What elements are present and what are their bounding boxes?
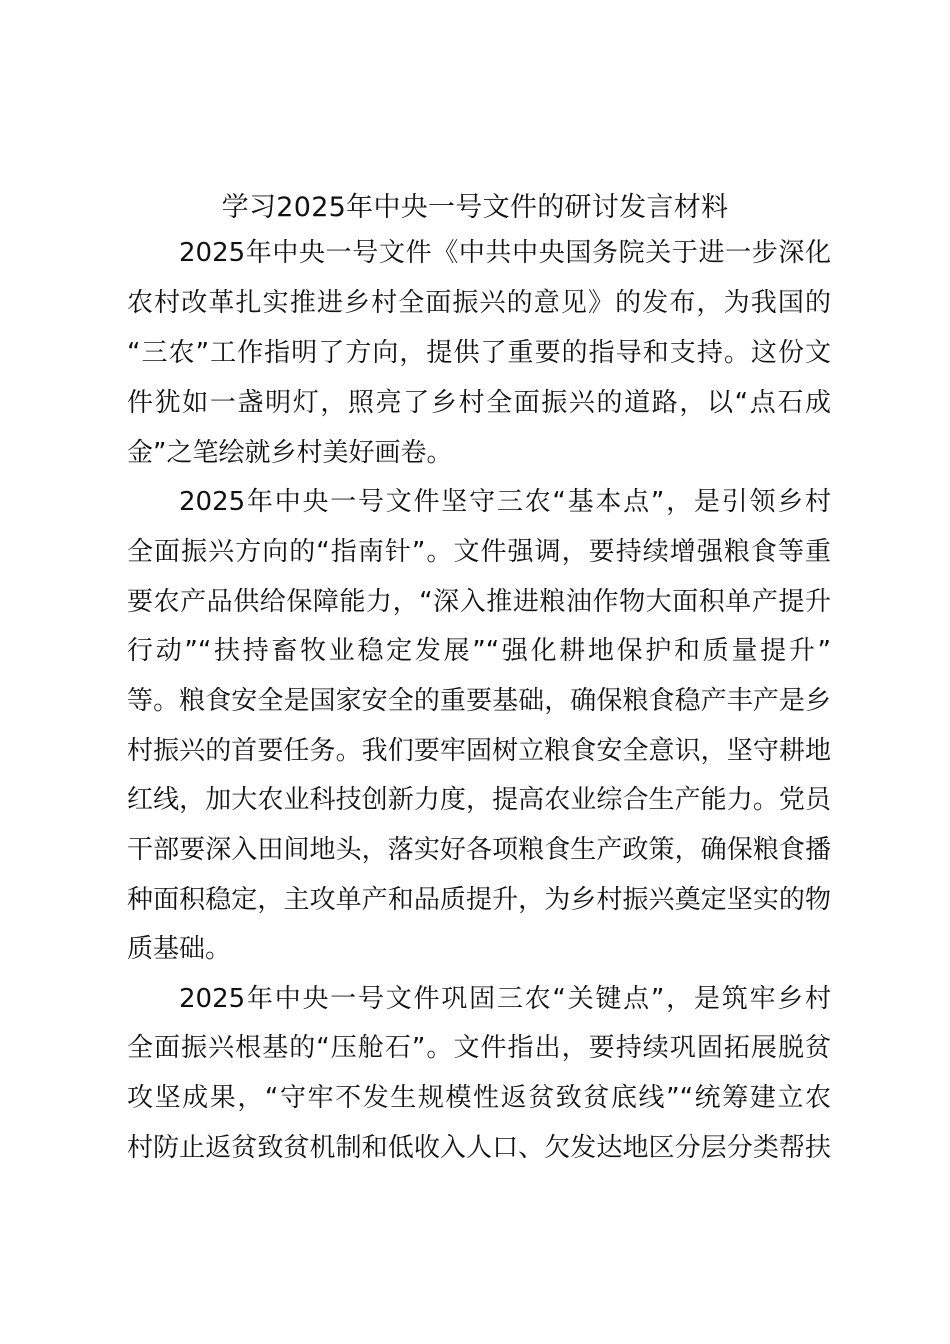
paragraph-2-line-9: 种面积稳定，主攻单产和品质提升，为乡村振兴奠定坚实的物	[127, 885, 831, 915]
paragraph-2-line-7: 红线，加大农业科技创新力度，提高农业综合生产能力。党员	[127, 785, 831, 815]
paragraph-1-line-3: “三农”工作指明了方向，提供了重要的指导和支持。这份文	[127, 338, 831, 368]
paragraph-3-line-2: 全面振兴根基的“压舱石”。文件指出，要持续巩固拓展脱贫	[127, 1033, 831, 1063]
paragraph-2-line-6: 村振兴的首要任务。我们要牢固树立粮食安全意识，坚守耕地	[127, 736, 831, 766]
paragraph-2-line-10: 质基础。	[127, 934, 232, 964]
paragraph-1-line-5: 金”之笔绘就乡村美好画卷。	[127, 438, 453, 468]
paragraph-3-line-3: 攻坚成果，“守牢不发生规模性返贫致贫底线”“统筹建立农	[127, 1083, 831, 1113]
paragraph-2-line-8: 干部要深入田间地头，落实好各项粮食生产政策，确保粮食播	[127, 835, 831, 865]
paragraph-2-line-1: 2025年中央一号文件坚守三农“基本点”，是引领乡村	[179, 487, 831, 517]
document-title: 学习2025年中央一号文件的研讨发言材料	[221, 192, 729, 223]
paragraph-3-line-1: 2025年中央一号文件巩固三农“关键点”，是筑牢乡村	[179, 984, 831, 1014]
paragraph-2-line-3: 要农产品供给保障能力，“深入推进粮油作物大面积单产提升	[127, 587, 831, 617]
paragraph-1-line-4: 件犹如一盏明灯，照亮了乡村全面振兴的道路，以“点石成	[127, 388, 831, 418]
paragraph-1-line-1: 2025年中央一号文件《中共中央国务院关于进一步深化	[179, 238, 831, 268]
paragraph-2-line-2: 全面振兴方向的“指南针”。文件强调，要持续增强粮食等重	[127, 537, 831, 567]
paragraph-2-line-4: 行动”“扶持畜牧业稳定发展”“强化耕地保护和质量提升”	[127, 636, 831, 666]
paragraph-2-line-5: 等。粮食安全是国家安全的重要基础，确保粮食稳产丰产是乡	[127, 686, 831, 716]
paragraph-3-line-4: 村防止返贫致贫机制和低收入人口、欠发达地区分层分类帮扶	[127, 1133, 831, 1163]
paragraph-1-line-2: 农村改革扎实推进乡村全面振兴的意见》的发布，为我国的	[127, 288, 831, 318]
